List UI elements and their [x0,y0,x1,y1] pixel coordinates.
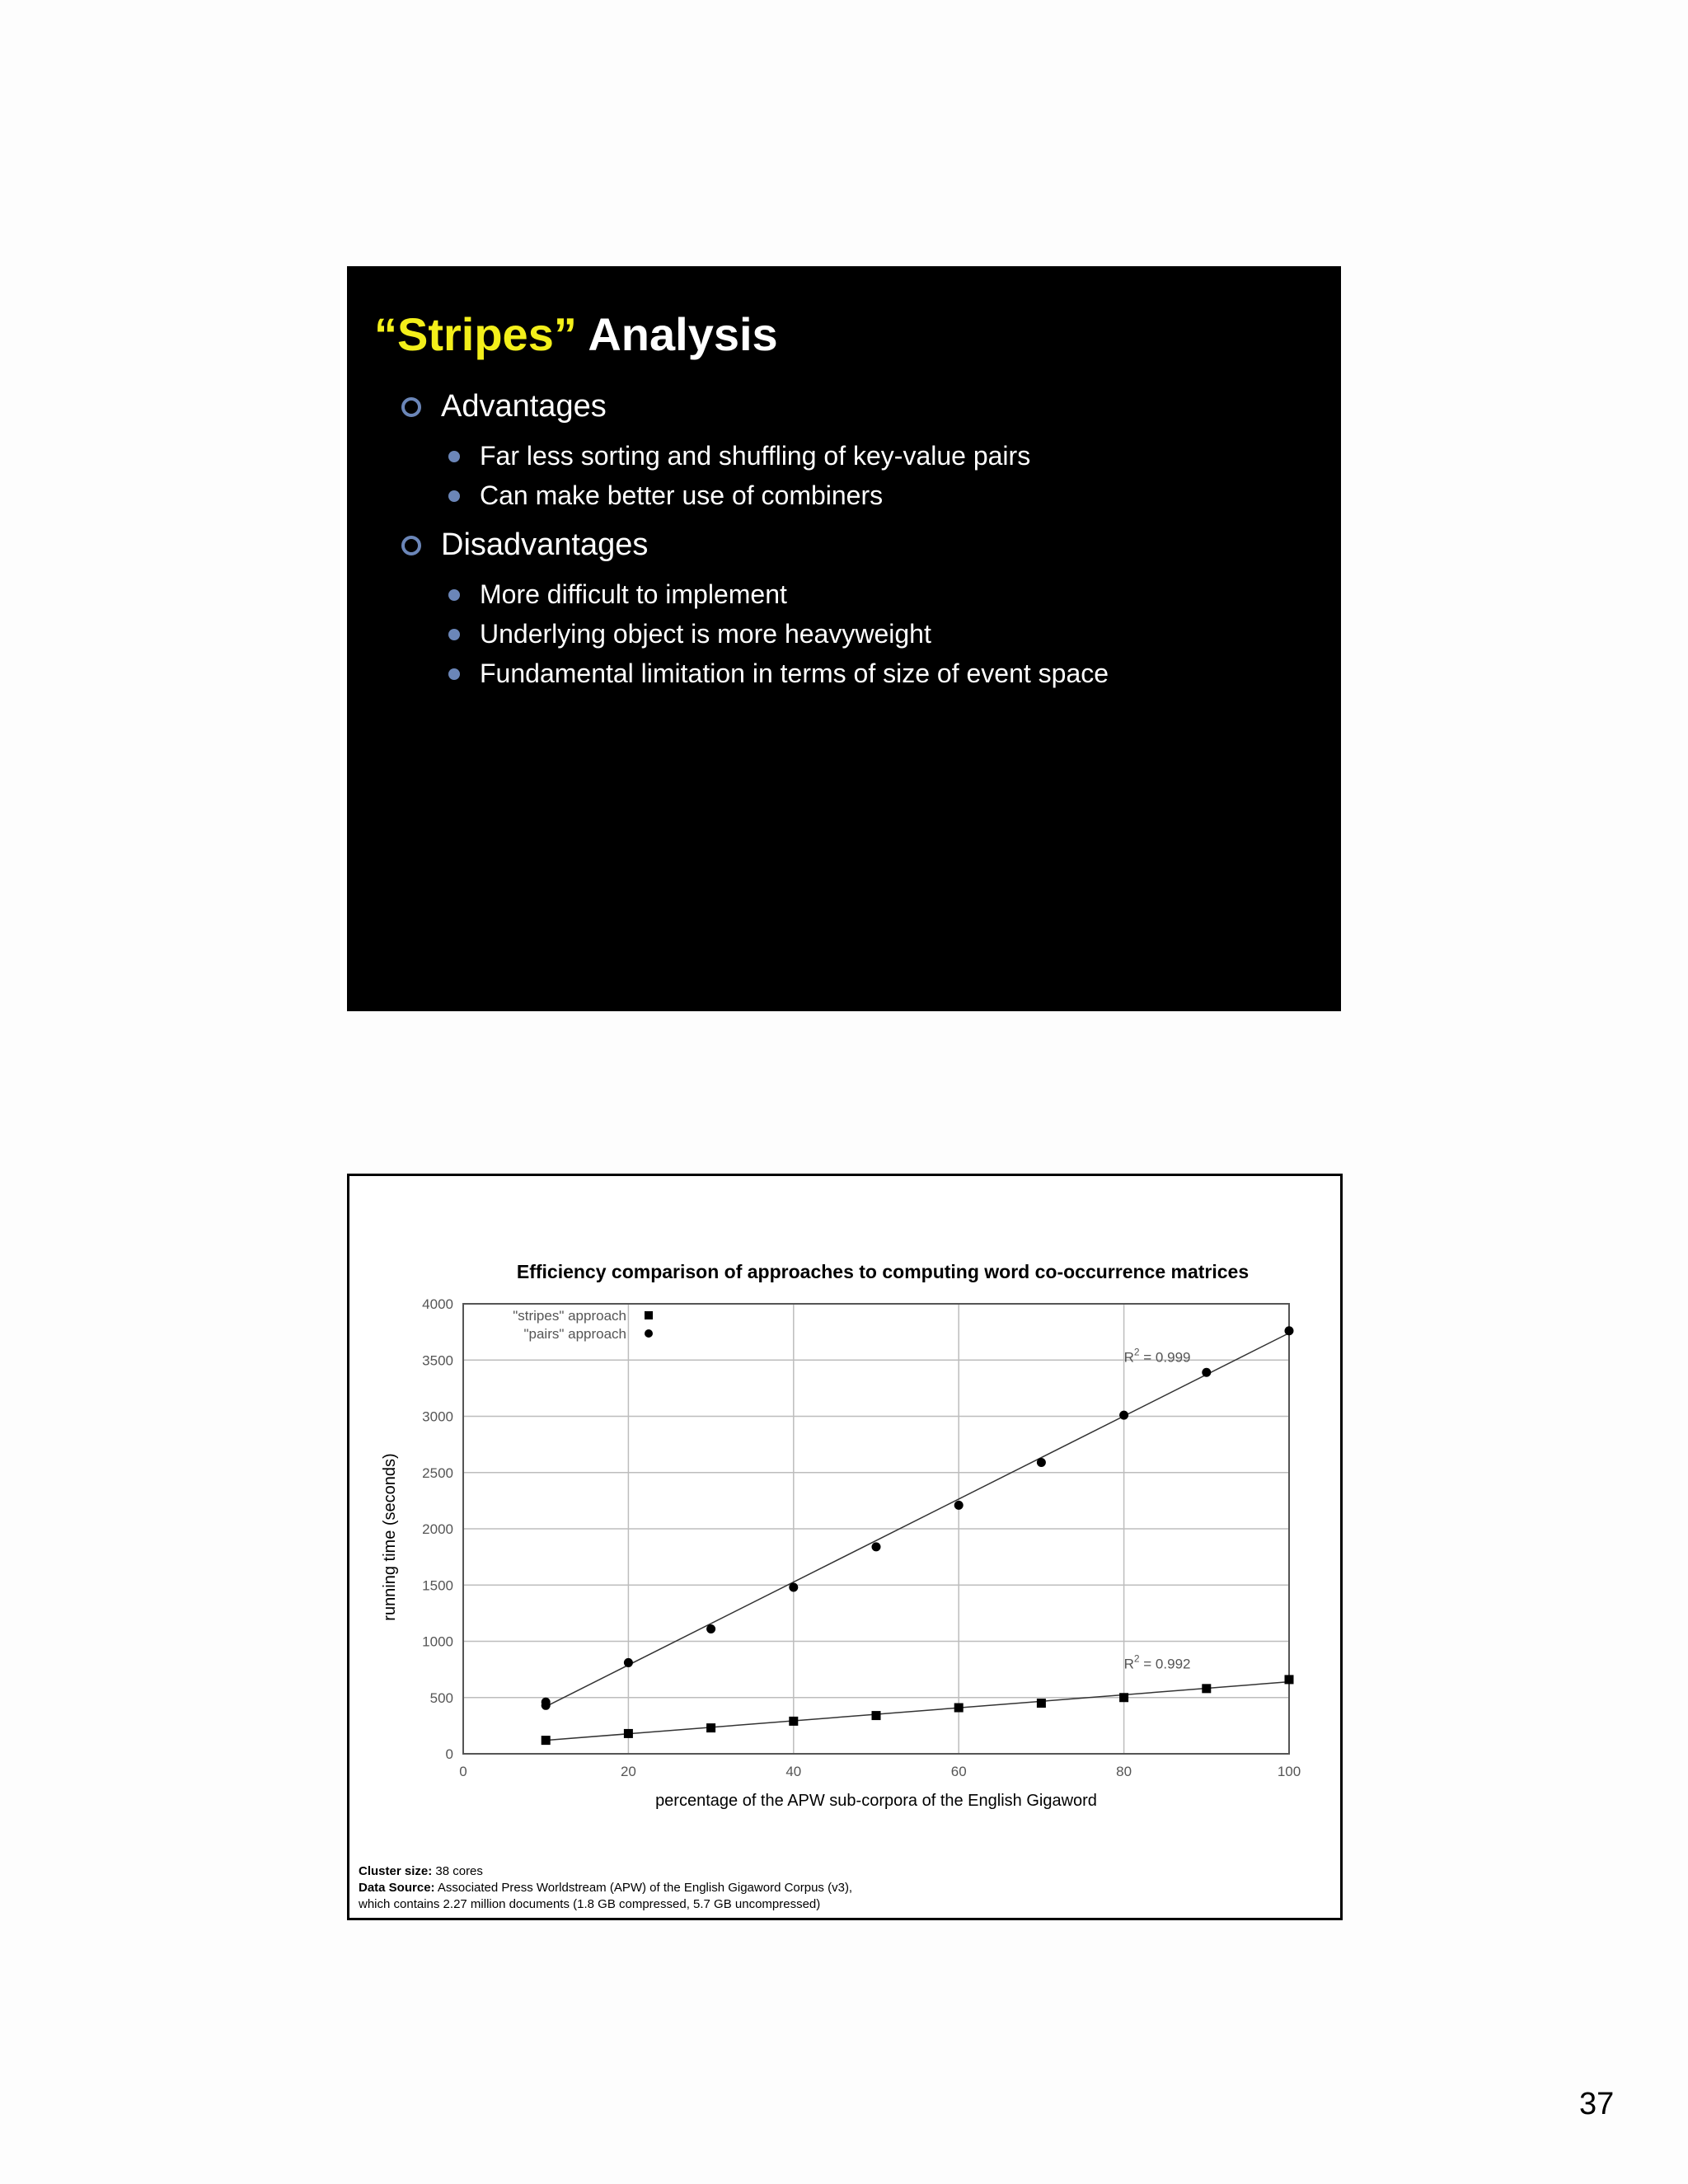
y-tick-label: 3000 [422,1408,453,1425]
r2-annotation: $R^2 = 0.999$ [1123,1346,1191,1366]
bullet-text: Far less sorting and shuffling of key-value pairs [480,441,1031,471]
dot-bullet-icon [448,629,460,640]
bullet-text: Can make better use of combiners [480,480,884,510]
data-point-square [872,1711,881,1720]
section-heading-label: Disadvantages [441,527,649,562]
dot-bullet-icon [448,451,460,462]
y-axis-label: running time (seconds) [381,1453,399,1621]
y-tick-label: 2500 [422,1465,453,1481]
bullet-item [448,480,883,511]
data-point-circle [1037,1458,1046,1467]
data-point-square [542,1736,551,1745]
x-tick-label: 80 [1116,1764,1132,1779]
data-point-square [954,1704,964,1713]
bullet-item [448,441,1030,471]
data-point-circle [624,1658,633,1667]
legend-marker-square [645,1311,653,1319]
data-point-square [1037,1699,1046,1708]
y-tick-label: 1000 [422,1633,453,1650]
x-tick-label: 60 [950,1764,967,1779]
y-tick-label: 0 [445,1746,453,1762]
chart-title: Efficiency comparison of approaches to computing word co-occurrence matrices [516,1261,1250,1282]
data-point-circle [706,1624,715,1633]
dot-bullet-icon [448,668,460,680]
fit-line [546,1333,1289,1706]
bullet-item [448,579,787,610]
section-heading-disadvantages [401,527,648,563]
footer-source-value: Associated Press Worldstream (APW) of the English Gigaword Corpus (v3), [434,1881,853,1895]
footer-cluster-line [359,1863,852,1880]
data-point-square [1202,1684,1211,1693]
title-rest: Analysis [576,308,778,360]
x-tick-label: 20 [620,1764,636,1779]
slide-title [374,307,778,361]
data-point-circle [954,1501,964,1510]
y-tick-label: 2000 [422,1521,453,1537]
footer-cluster-label: Cluster size: [359,1864,433,1878]
x-tick-label: 0 [459,1764,467,1779]
data-point-square [789,1717,798,1726]
fit-line [546,1682,1289,1741]
data-point-square [1119,1693,1128,1702]
bullet-text: More difficult to implement [480,579,787,609]
data-point-circle [1202,1368,1211,1377]
y-tick-label: 500 [429,1690,453,1706]
data-point-square [1285,1675,1294,1684]
legend-marker-circle [645,1329,653,1338]
y-tick-label: 3500 [422,1352,453,1369]
y-tick-label: 1500 [422,1577,453,1594]
footer-source-label: Data Source: [359,1881,435,1895]
bullet-text: Fundamental limitation in terms of size of event space [480,658,1109,688]
x-tick-label: 100 [1277,1764,1301,1779]
page-number: 37 [1579,2087,1615,2121]
chart-footer [359,1863,852,1913]
ring-bullet-icon [401,536,421,555]
footer-cluster-value: 38 cores [432,1864,483,1878]
section-heading-advantages [401,389,607,424]
bullet-item [448,658,1109,689]
bullet-item [448,619,931,649]
title-highlight: “Stripes” [374,308,577,360]
data-point-square [706,1723,715,1732]
bullet-text: Underlying object is more heavyweight [480,619,931,649]
efficiency-chart [349,1176,1340,1860]
data-point-circle [872,1542,881,1551]
x-tick-label: 40 [785,1764,802,1779]
data-point-circle [1285,1326,1294,1335]
x-axis-label: percentage of the APW sub-corpora of the English Gigaword [655,1792,1097,1810]
footer-source-line [359,1880,852,1896]
section-heading-label: Advantages [441,389,607,424]
legend-label: "stripes" approach [513,1308,626,1324]
dot-bullet-icon [448,490,460,502]
data-point-square [624,1729,633,1738]
data-point-circle [542,1698,551,1707]
r2-annotation: $R^2 = 0.992$ [1123,1652,1191,1672]
data-point-circle [1119,1411,1128,1420]
slide-efficiency-chart [347,1174,1343,1920]
data-point-circle [789,1582,798,1591]
ring-bullet-icon [401,397,421,417]
footer-source-line2: which contains 2.27 million documents (1.8 GB compressed, 5.7 GB uncompressed) [359,1897,821,1911]
legend-label: "pairs" approach [523,1326,626,1342]
dot-bullet-icon [448,589,460,601]
slide-stripes-analysis [347,266,1341,1011]
y-tick-label: 4000 [422,1296,453,1312]
